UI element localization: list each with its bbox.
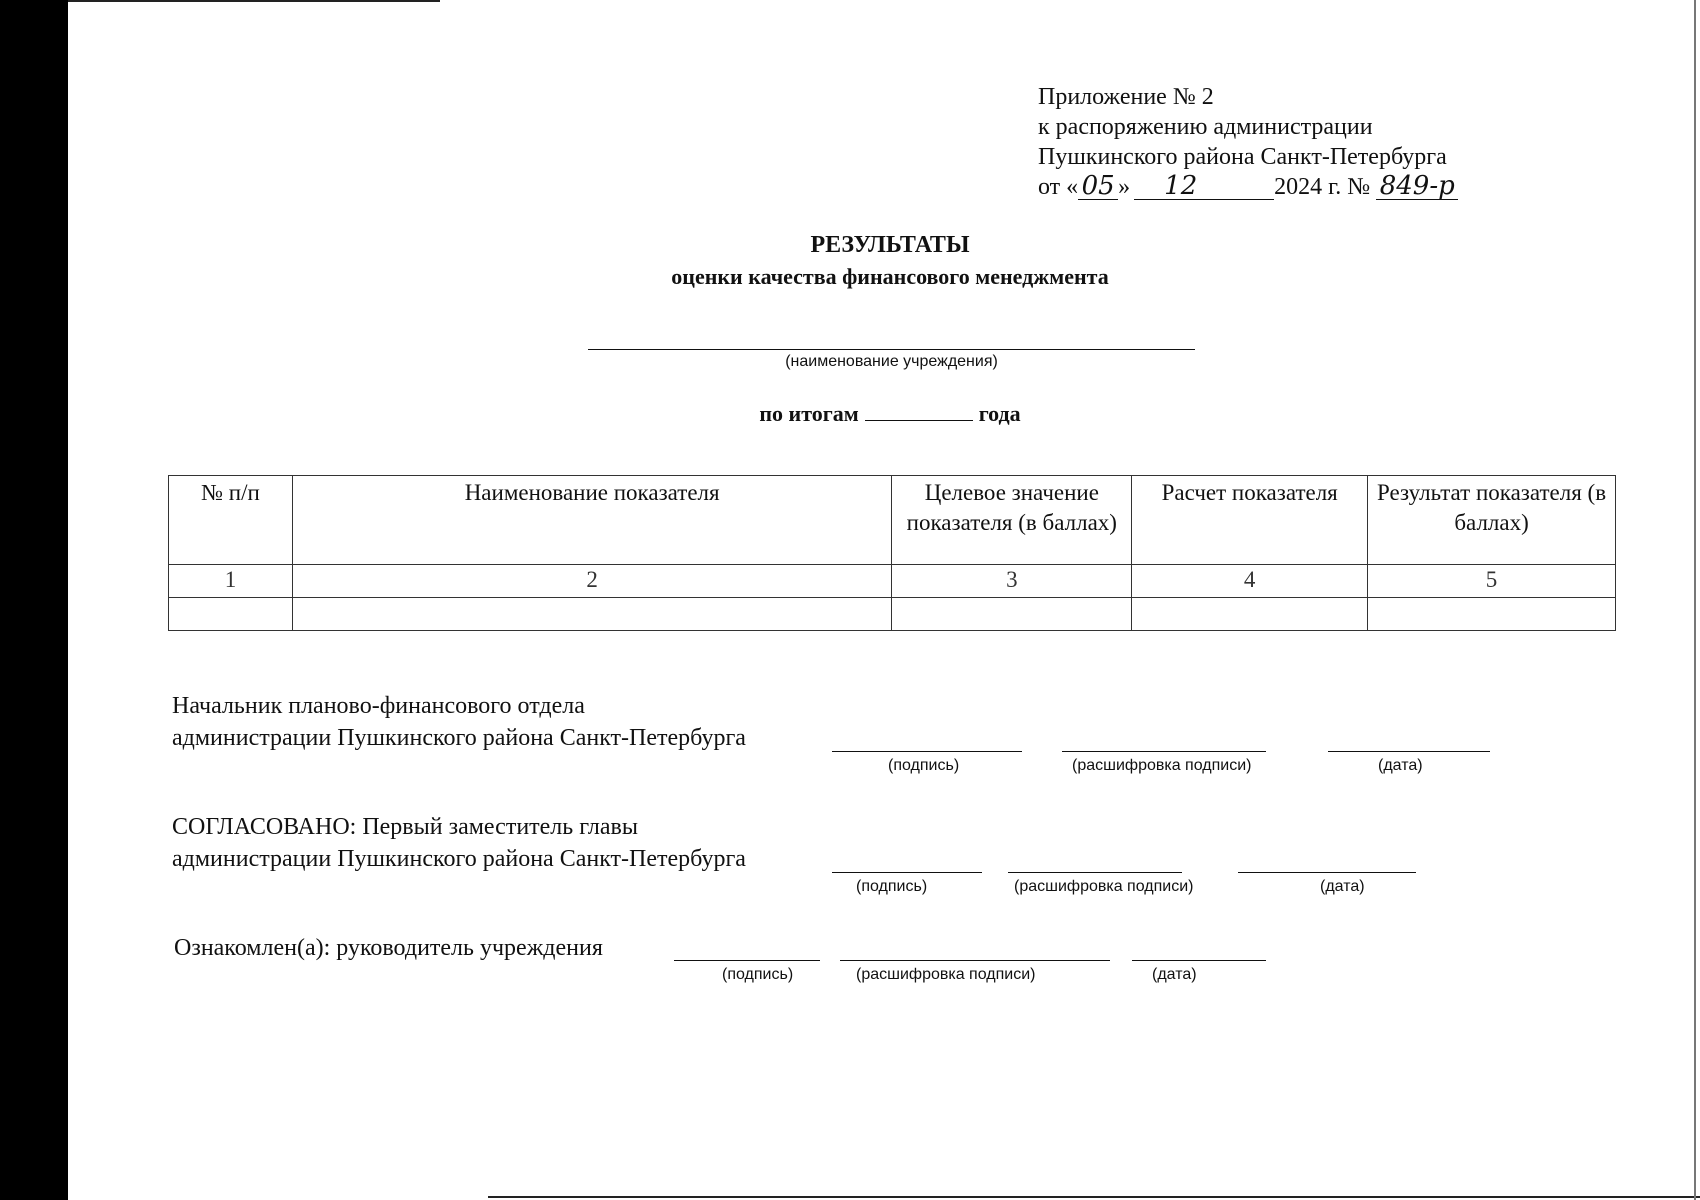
column-number: 1: [169, 565, 293, 598]
acquainted-decode-line: [840, 960, 1110, 961]
table-cell: [169, 598, 293, 631]
date-quote-close: »: [1118, 174, 1131, 200]
handwritten-day: 05: [1078, 173, 1118, 200]
head-position: Начальник планово-финансового отдела: [172, 693, 585, 719]
period-year-blank: [865, 402, 973, 421]
head-date-line: [1328, 751, 1490, 752]
acquainted-date-line: [1132, 960, 1266, 961]
table-header-row: [169, 476, 1616, 565]
results-table: [168, 475, 1616, 631]
handwritten-month: 12: [1134, 173, 1274, 200]
column-number: 5: [1368, 565, 1616, 598]
agreed-signature-line: [832, 872, 982, 873]
head-signature-text: [172, 690, 746, 754]
acquainted-signature-text: [174, 932, 603, 964]
column-number: 3: [892, 565, 1132, 598]
table-row: [169, 598, 1616, 631]
agreed-decode-caption: (расшифровка подписи): [1014, 878, 1194, 895]
scan-edge-right: [1694, 0, 1696, 1200]
handwritten-order-number: 849-р: [1376, 173, 1458, 200]
table-cell: [1132, 598, 1368, 631]
acquainted-decode-caption: (расшифровка подписи): [856, 966, 1036, 983]
head-decode-line: [1062, 751, 1266, 752]
agreed-administration: администрации Пушкинского района Санкт-Петербурга: [172, 846, 746, 872]
acquainted-signature-line: [674, 960, 820, 961]
table-cell: [892, 598, 1132, 631]
appendix-date-line: [1038, 172, 1458, 202]
scan-edge-bottom: [488, 1196, 1700, 1198]
head-sign-caption: (подпись): [888, 757, 960, 774]
table-cell: [292, 598, 892, 631]
document-subtitle: оценки качества финансового менеджмента: [671, 264, 1109, 289]
header-indicator-name: Наименование показателя: [292, 476, 892, 565]
header-calculation: Расчет показателя: [1132, 476, 1368, 565]
head-decode-caption: (расшифровка подписи): [1072, 757, 1252, 774]
date-prefix: от «: [1038, 174, 1079, 200]
agreed-date-caption: (дата): [1320, 878, 1365, 895]
agreed-date-line: [1238, 872, 1416, 873]
acquainted-date-caption: (дата): [1152, 966, 1197, 983]
appendix-district: Пушкинского района Санкт-Петербурга: [1038, 144, 1447, 170]
date-year-number: 2024 г. №: [1274, 174, 1371, 200]
header-result: Результат показателя (в баллах): [1368, 476, 1616, 565]
header-target-value: Целевое значение показателя (в баллах): [892, 476, 1132, 565]
agreed-signature-text: [172, 811, 746, 875]
document-title: РЕЗУЛЬТАТЫ: [810, 232, 970, 258]
period-before: по итогам: [759, 401, 859, 426]
period-line: [0, 401, 1700, 427]
appendix-number: Приложение № 2: [1038, 84, 1214, 110]
head-signature-line: [832, 751, 1022, 752]
appendix-to-order: к распоряжению администрации: [1038, 114, 1373, 140]
appendix-block: [1038, 82, 1458, 202]
head-date-caption: (дата): [1378, 757, 1423, 774]
column-number: 4: [1132, 565, 1368, 598]
column-number: 2: [292, 565, 892, 598]
table-column-numbers-row: [169, 565, 1616, 598]
scan-border-left: [0, 0, 68, 1200]
agreed-decode-line: [1008, 872, 1182, 873]
head-administration: администрации Пушкинского района Санкт-Петербурга: [172, 725, 746, 751]
acquainted-position: Ознакомлен(а): руководитель учреждения: [174, 935, 603, 961]
institution-caption: (наименование учреждения): [785, 353, 998, 370]
acquainted-sign-caption: (подпись): [722, 966, 794, 983]
agreed-sign-caption: (подпись): [856, 878, 928, 895]
institution-name-line: [588, 349, 1195, 350]
scan-edge-top: [68, 0, 440, 2]
table-cell: [1368, 598, 1616, 631]
header-index: № п/п: [169, 476, 293, 565]
period-after: года: [978, 401, 1021, 426]
agreed-position: СОГЛАСОВАНО: Первый заместитель главы: [172, 814, 638, 840]
